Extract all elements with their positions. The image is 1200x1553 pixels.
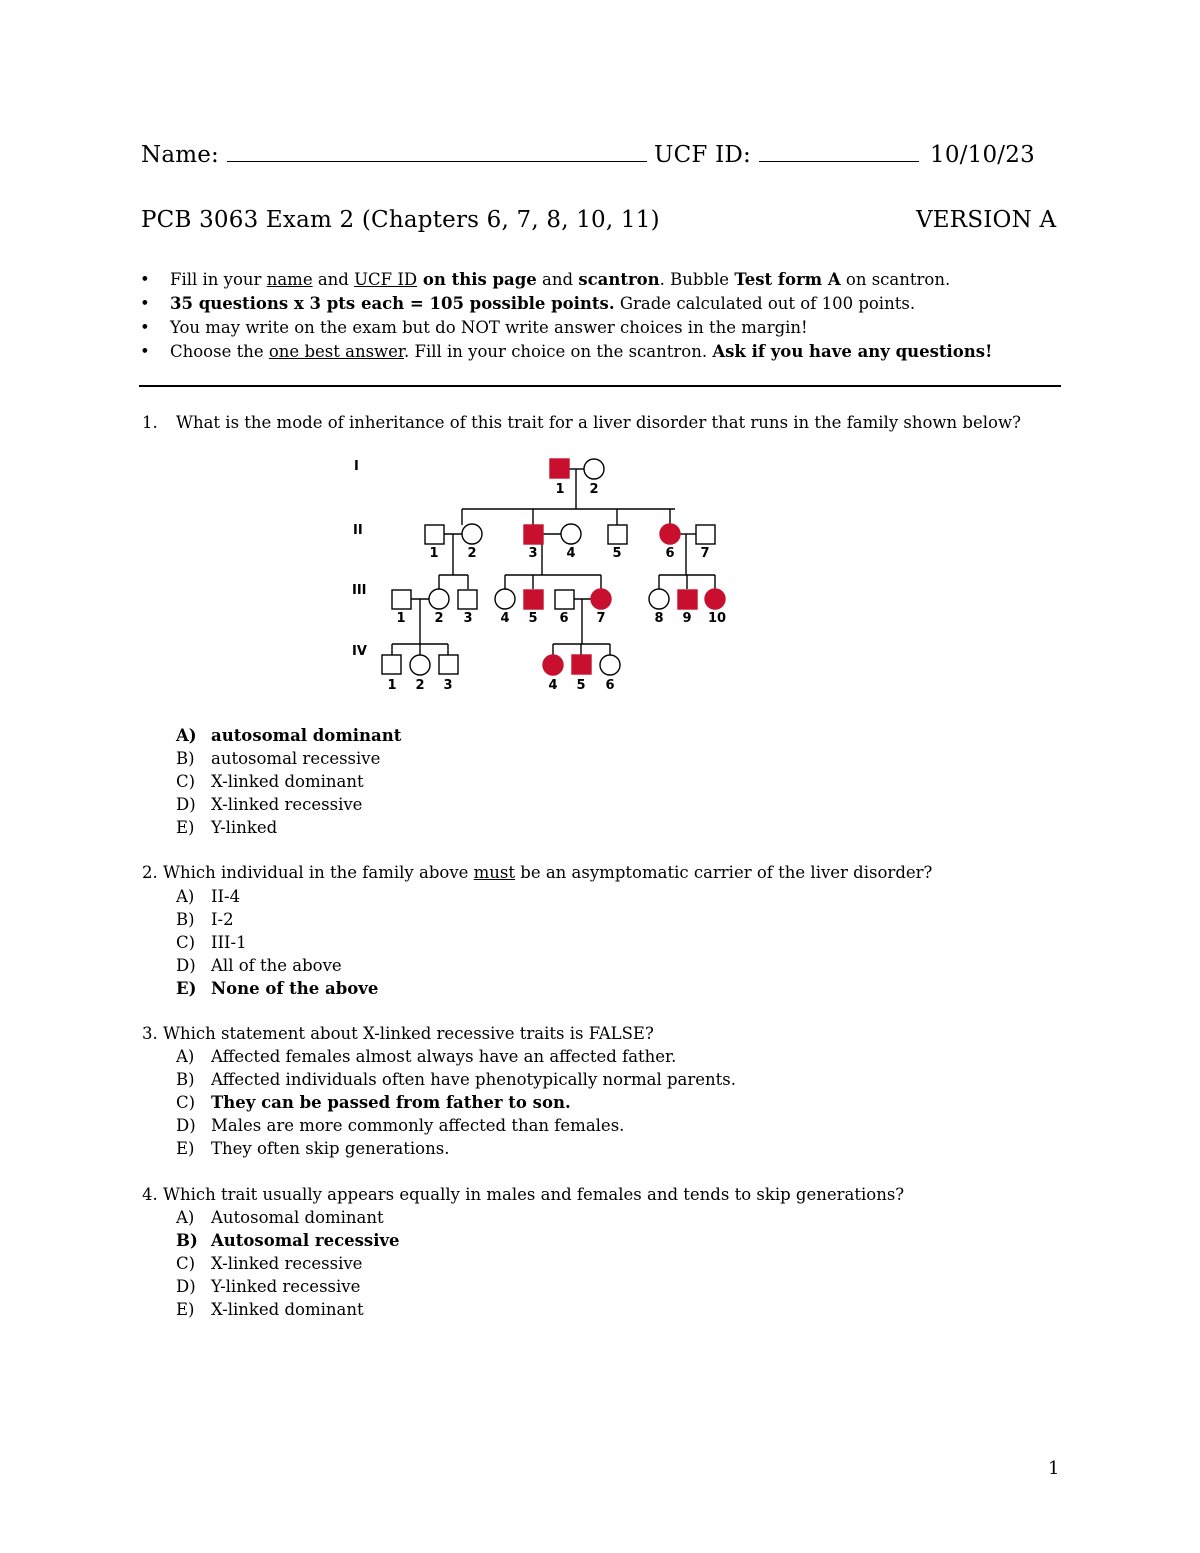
individual-number: 2 xyxy=(467,546,477,561)
individual-number: 7 xyxy=(700,546,710,561)
pedigree-chart xyxy=(340,448,740,698)
option-d[interactable]: D) Males are more commonly affected than females. xyxy=(176,1116,625,1135)
individual-number: 6 xyxy=(605,678,615,693)
gen2-ind4-female xyxy=(561,524,581,544)
gen4-ind2-female xyxy=(410,655,430,675)
option-d[interactable]: D) X-linked recessive xyxy=(176,795,363,814)
generation-label-iv: IV xyxy=(352,644,367,659)
name-blank[interactable] xyxy=(227,159,647,162)
gen1-ind1-affected-male xyxy=(550,459,569,478)
question-1-options xyxy=(176,724,401,839)
individual-number: 3 xyxy=(443,678,453,693)
gen2-ind3-affected-male xyxy=(524,525,543,544)
option-c[interactable]: C) X-linked recessive xyxy=(176,1254,363,1273)
individual-number: 2 xyxy=(589,482,599,497)
gen3-ind3-male xyxy=(458,590,477,609)
question-2: 2. Which individual in the family above must be an asymptomatic carrier of the liver disorder? xyxy=(142,863,933,882)
individual-number: 4 xyxy=(566,546,576,561)
question-3-options xyxy=(176,1045,736,1160)
individual-number: 1 xyxy=(555,482,565,497)
gen3-ind1-male xyxy=(392,590,411,609)
individual-number: 5 xyxy=(528,611,538,626)
individual-number: 4 xyxy=(548,678,558,693)
gen2-ind6-affected-female xyxy=(660,524,680,544)
instruction-item: • You may write on the exam but do NOT write answer choices in the margin! xyxy=(140,316,992,340)
gen2-ind5-male xyxy=(608,525,627,544)
gen1-ind2-female xyxy=(584,459,604,479)
option-c[interactable]: C) X-linked dominant xyxy=(176,772,364,791)
generation-label-ii: II xyxy=(353,523,363,538)
individual-number: 6 xyxy=(559,611,569,626)
generation-label-i: I xyxy=(354,459,359,474)
individual-number: 3 xyxy=(463,611,473,626)
ucf-id-blank[interactable] xyxy=(759,159,919,162)
gen2-ind2-female xyxy=(462,524,482,544)
individual-number: 10 xyxy=(707,611,727,626)
option-a[interactable]: A) Autosomal dominant xyxy=(176,1208,384,1227)
individual-number: 1 xyxy=(387,678,397,693)
individual-number: 5 xyxy=(576,678,586,693)
question-2-options xyxy=(176,885,378,1000)
option-a[interactable]: A) Affected females almost always have an affected father. xyxy=(176,1047,677,1066)
option-e[interactable]: E) Y-linked xyxy=(176,818,278,837)
option-d[interactable]: D) All of the above xyxy=(176,956,342,975)
option-a[interactable]: A) II-4 xyxy=(176,887,241,906)
option-e[interactable]: E) None of the above xyxy=(176,979,379,998)
instructions-list xyxy=(140,268,992,364)
gen4-ind1-male xyxy=(382,655,401,674)
option-e[interactable]: E) X-linked dominant xyxy=(176,1300,364,1319)
option-b[interactable]: B) autosomal recessive xyxy=(176,749,381,768)
instruction-item: • Choose the one best answer. Fill in your choice on the scantron. Ask if you have any questions! xyxy=(140,340,992,364)
gen4-ind4-affected-female xyxy=(543,655,563,675)
gen3-ind6-male xyxy=(555,590,574,609)
name-line xyxy=(141,142,919,168)
gen4-ind5-affected-male xyxy=(572,655,591,674)
gen3-ind4-female xyxy=(495,589,515,609)
individual-number: 7 xyxy=(596,611,606,626)
individual-number: 6 xyxy=(665,546,675,561)
gen3-ind7-affected-female xyxy=(591,589,611,609)
gen2-ind1-male xyxy=(425,525,444,544)
exam-date: 10/10/23 xyxy=(930,142,1035,168)
question-4-options xyxy=(176,1206,400,1321)
individual-number: 2 xyxy=(415,678,425,693)
option-c[interactable]: C) They can be passed from father to son. xyxy=(176,1093,571,1112)
individual-number: 4 xyxy=(500,611,510,626)
option-a[interactable]: A) autosomal dominant xyxy=(176,726,402,745)
individual-number: 8 xyxy=(654,611,664,626)
question-1: 1. What is the mode of inheritance of this trait for a liver disorder that runs in the family shown below? xyxy=(142,413,1021,432)
individual-number: 2 xyxy=(434,611,444,626)
individual-number: 1 xyxy=(429,546,439,561)
course-title: PCB 3063 Exam 2 (Chapters 6, 7, 8, 10, 11) xyxy=(141,207,660,233)
option-b[interactable]: B) Affected individuals often have phenotypically normal parents. xyxy=(176,1070,736,1089)
individual-number: 1 xyxy=(396,611,406,626)
page-number: 1 xyxy=(1048,1458,1060,1479)
individual-number: 5 xyxy=(612,546,622,561)
generation-label-iii: III xyxy=(352,583,367,598)
gen3-ind10-affected-female xyxy=(705,589,725,609)
section-divider xyxy=(139,385,1061,387)
individual-number: 3 xyxy=(528,546,538,561)
gen3-ind9-affected-male xyxy=(678,590,697,609)
individual-number: 9 xyxy=(682,611,692,626)
question-3: 3. Which statement about X-linked recessive traits is FALSE? xyxy=(142,1024,654,1043)
option-e[interactable]: E) They often skip generations. xyxy=(176,1139,450,1158)
option-b[interactable]: B) I-2 xyxy=(176,910,234,929)
instruction-item: • 35 questions x 3 pts each = 105 possible points. Grade calculated out of 100 points. xyxy=(140,292,992,316)
exam-version: VERSION A xyxy=(916,207,1057,233)
option-d[interactable]: D) Y-linked recessive xyxy=(176,1277,361,1296)
gen3-ind2-female xyxy=(429,589,449,609)
option-c[interactable]: C) III-1 xyxy=(176,933,247,952)
gen3-ind8-female xyxy=(649,589,669,609)
gen2-ind7-male xyxy=(696,525,715,544)
name-label: Name: xyxy=(141,142,220,168)
gen3-ind5-affected-male xyxy=(524,590,543,609)
ucf-id-label: UCF ID: xyxy=(654,142,751,168)
gen4-ind3-male xyxy=(439,655,458,674)
option-b[interactable]: B) Autosomal recessive xyxy=(176,1231,400,1250)
gen4-ind6-female xyxy=(600,655,620,675)
instruction-item: • Fill in your name and UCF ID on this page and scantron. Bubble Test form A on scantron. xyxy=(140,268,992,292)
question-4: 4. Which trait usually appears equally in males and females and tends to skip generations? xyxy=(142,1185,905,1204)
